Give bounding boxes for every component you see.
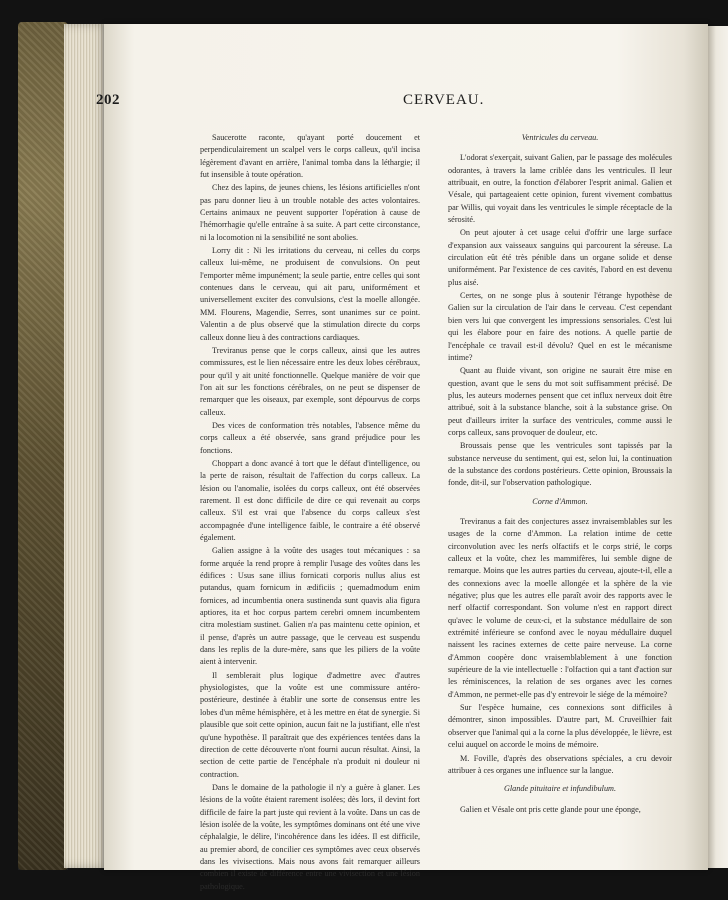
paragraph: Choppart a donc avancé à tort que le défaut d'intelligence, ou la perte de raison, résultait de l'affection du corps calleux. La lésion ou l'anomalie, isolées du corps calleux, ont été observées rarement. Il est donc difficile de dire ce qui revenait au corps calleux. S'il est vrai que l'absence du corps calleux s'est accompagnée d'une intelligence faible, le contraire a été observé également. (200, 458, 420, 542)
paragraph: M. Foville, d'après des observations spéciales, a cru devoir attribuer à ces organes une influence sur la langue. (448, 753, 672, 775)
running-title: CERVEAU. (403, 92, 485, 108)
paragraph: Certes, on ne songe plus à soutenir l'étrange hypothèse de Galien sur la circulation de l'air dans le cerveau. C'est cependant bien vers lui que convergent les impressions sensoriales. C'est lui qui les élabore pour en faire des notions. A quelle partie de l'encéphale ce travail est-il dévolu? Quel en est le mécanisme intime? (448, 291, 672, 362)
paragraph: Treviranus a fait des conjectures assez invraisemblables sur les usages de la corne d'Ammon. La relation intime de cette circonvolution avec les nerfs olfactifs et le corps strié, le corps calleux et la voûte, chez les mammifères, lui semble digne de remarque. Moins que les autres parties du cerveau, ajoute-t-il, elle a des connexions avec la moelle allongée et la sphère de la vie négative; plus que les autres elle paraît avoir des rapports avec le nerf olfactif correspondant. Son volume n'est en rapport direct qu'avec le volume de ceux-ci, et la substance médullaire de son extrémité inférieure se confond avec le noyau médullaire duquel naissent les racines externes de cette paire nerveuse. La corne d'Ammon coopère donc vraisemblablement à une fonction supérieure de la vie intellectuelle : l'olfaction qui a tant d'action sur les réminiscences, la relation de ses organes avec les cornes d'Ammon, ne permet-elle pas d'y entrevoir le siége de la mémoire? (448, 516, 672, 699)
paragraph: Saucerotte raconte, qu'ayant porté doucement et perpendiculairement un scalpel vers le corps calleux, qu'il incisa légèrement d'avant en arrière, l'animal tomba dans la léthargie; il fut insensible à toute opération. (200, 133, 420, 180)
paragraph: Treviranus pense que le corps calleux, ainsi que les autres commissures, est le lien nécessaire entre les deux lobes cérébraux, pour qu'il y ait unité fonctionnelle. Quelque manière de voir que l'on ait sur les fonctions cérébrales, on ne peut se dispenser de remarquer que les oiseaux, par exemple, sont dépourvus de corps calleux. (200, 345, 420, 417)
paragraph: Galien et Vésale ont pris cette glande pour une éponge, (460, 804, 641, 814)
left-column (200, 132, 420, 893)
book-cover (18, 22, 68, 870)
paragraph: Galien assigne à la voûte des usages tout mécaniques : sa forme arquée la rend propre à remplir l'usage des voûtes dans les édifices : Usus sane illius fornicati corporis nullus alius est putandus, quam fornicum in ædificiis ; quemadmodum enim fornices, ad incumbentia onera sustinenda sunt quavis alia figura aptiores, ita et hoc corpus partem cerebri omnem incumbentem citra molestiam sustinet. Galien n'a pas maintenu cette opinion, et il pense, d'après un autre passage, que le cerveau est suspendu dans les replis de la dure-mère, sans que les piliers de la voûte aient à intervenir. (200, 546, 420, 667)
paragraph: Dans le domaine de la pathologie il n'y a guère à glaner. Les lésions de la voûte étaient rarement isolées; dès lors, il devint fort difficile de faire la part juste qui revient à la voûte. Dans un cas de lésion isolée de la voûte, les symptômes dominans ont été une vive céphalalgie, le délire, l'incohérence dans les idées. Il est difficile, au premier abord, de concilier ces symptômes avec ceux observés dans les vivisections. Mais nous avons fait remarquer ailleurs combien il existe de différence entre une vivisection et une lésion pathologique. (200, 782, 420, 891)
paragraph: Broussais pense que les ventricules sont tapissés par la substance nerveuse du sentiment, qui est, selon lui, la continuation de la substance des cordons postérieurs. Cette opinion, Broussais la fonde, dit-il, sur l'observation pathologique. (448, 441, 672, 488)
section-title-corne-ammon: Corne d'Ammon. (532, 496, 588, 506)
facing-page-edge (708, 26, 728, 868)
paragraph: Quant au fluide vivant, son origine ne saurait être mise en question, avant que le sens du mot soit suffisamment précisé. De plus, les auteurs modernes pensent que cet influx nerveux doit être attribué, soit à la substance blanche, soit à la substance grise. On peut d'ailleurs irriter la surface des ventricules, comme aussi le corps calleux, sans provoquer de douleur, etc. (448, 366, 672, 437)
right-column (448, 132, 672, 816)
page-number: 202 (96, 92, 120, 108)
section-title-glande-pituitaire: Glande pituitaire et infundibulum. (503, 784, 617, 794)
page-edges (64, 24, 108, 868)
paragraph: Sur l'espèce humaine, ces connexions sont difficiles à démontrer, sinon impossibles. D'autre part, M. Cruveilhier fait observer que l'animal qui a la corne la plus développée, le lièvre, est celui auquel on accorde le moins de mémoire. (448, 703, 672, 750)
paragraph: Lorry dit : Ni les irritations du cerveau, ni celles du corps calleux lui-même, ne produisent de convulsions. On peut l'emporter même impunément; la seule partie, entre celles qui sont contenues dans le cerveau, qui ait paru, uniformément et universellement exciter des convulsions, c'est la moelle allongée. MM. Flourens, Magendie, Serres, sont unanimes sur ce point. Valentin a de plus observé que la stimulation directe du corps calleux donne lieu à des contractions cardiaques. (200, 246, 420, 342)
paragraph: Il semblerait plus logique d'admettre avec d'autres physiologistes, que la voûte est une commissure antéro-postérieure, destinée à établir une sorte de consensus entre les lobes d'un même hémisphère, et à les mettre en état de synergie. Si plausible que soit cette opinion, aucun fait ne la justifiant, elle n'est qu'une hypothèse. Il paraîtrait que des expériences tentées dans la direction de cette découverte n'ont fourni aucun résultat. Ainsi, la section de cette partie de l'encéphale n'a produit ni douleur ni contraction. (200, 670, 420, 779)
paragraph: On peut ajouter à cet usage celui d'offrir une large surface d'expansion aux vaisseaux sanguins qui parcourent la séreuse. La circulation eût été très pénible dans un organe solide et dense uniformément. Par l'existence de ces cavités, l'abord en est devenu plus aisé. (448, 228, 672, 287)
paragraph: Des vices de conformation très notables, l'absence même du corps calleux a été observée, sans grand préjudice pour les fonctions. (200, 420, 420, 455)
section-title-ventricules: Ventricules du cerveau. (521, 133, 599, 142)
paragraph: L'odorat s'exerçait, suivant Galien, par le passage des molécules odorantes, à travers la lame criblée dans les ventricules. Il leur attribuait, en outre, la fonction d'élaborer l'esprit animal. Galien et Vésale, qui partageaient cette opinion, furent vivement combattus par Willis, qui voyait dans les ventricules le simple réceptacle de la sérosité. (448, 153, 672, 225)
paragraph: Chez des lapins, de jeunes chiens, les lésions artificielles n'ont pas paru donner lieu à un trouble notable des actes volontaires. Certains animaux ne peuvent supporter l'opération à cause de l'hémorrhagie qu'elle entraîne à sa suite. A part cette circonstance, ni la locomotion ni la sensibilité ne sont abolies. (200, 183, 420, 242)
